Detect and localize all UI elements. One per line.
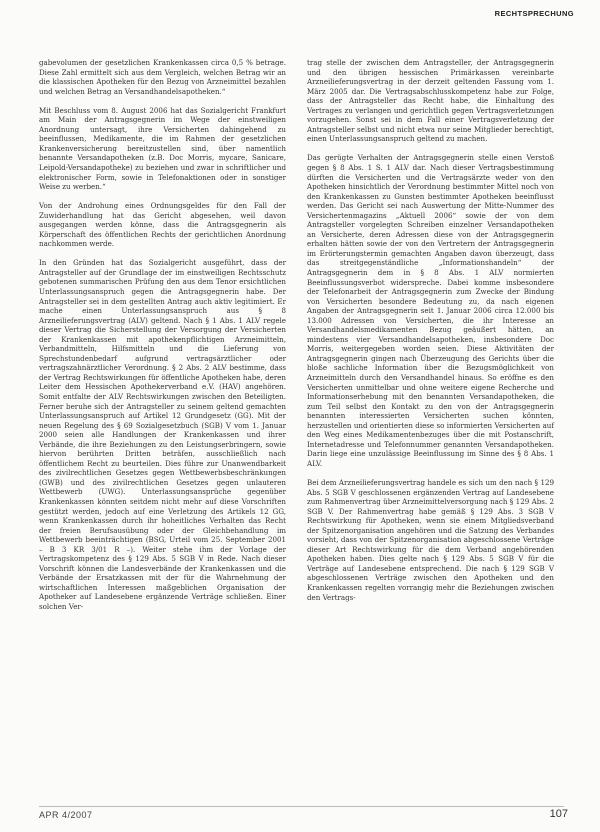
left-column (39, 58, 286, 621)
paragraph: gabevolumen der gesetzlichen Krankenkassen circa 0,5 % betrage. Diese Zahl ermittelt sich aus dem Vergleich, welchen Betrag wir an die klassischen Apotheken für den Bezug von Arzneimittel bezahlen und welchen Betrag an Versandhandelsapotheken.“ (39, 58, 286, 96)
paragraph: Bei dem Arzneilieferungsvertrag handele es sich um den nach § 129 Abs. 5 SGB V geschlossenen ergänzenden Vertrag auf Landesebene zum Rahmenvertrag über Arzneimittelversorgung nach § 129 Abs. 2 SGB V. Der Rahmenvertrag habe gemäß § 129 Abs. 3 SGB V Rechtswirkung für Apotheken, wenn sie einem Mitgliedsverband der Spitzenorganisation angehören und die Satzung des Verbandes vorsieht, dass von der Spitzenorganisation abgeschlossene Verträge dieser Art Rechtswirkung für die dem Verband angehörenden Apotheken haben. Dies gelte nach § 129 Abs. 5 SGB V für die Verträge auf Landesebene entsprechend. Die nach § 129 SGB V abgeschlossenen Verträge zwischen den Apotheken und den Krankenkassen regelten vorrangig mehr die Beziehungen zwischen den Vertrags- (307, 477, 554, 602)
paragraph: trag stelle der zwischen dem Antragsteller, der Antragsgegnerin und den übrigen hessischen Primärkassen vereinbarte Arzneilieferungsvertrag in der derzeit geltenden Fassung vom 1. März 2005 dar. Die Vertragsabschlusskompetenz habe zur Folge, dass der Antragsteller das Recht habe, die Einhaltung des Vertrages zu verlangen und gerichtlich gegen Vertragsverletzungen vorzugehen. Sonst sei in dem Fall einer Vertragsverletzung der Antragsteller selbst und nicht etwa nur seine Mitglieder berechtigt, einen Unterlassungsanspruch geltend zu machen. (307, 58, 554, 144)
paragraph: In den Gründen hat das Sozialgericht ausgeführt, dass der Antragsteller auf der Grundlage der im einstweiligen Rechtsschutz gebotenen summarischen Prüfung den aus dem Tenor ersichtlichen Unterlassungsanspruch gegen die Antragsgegnerin habe. Der Antragsteller sei in dem gestellten Antrag auch aktiv legitimiert. Er mache einen Unterlassungsanspruch aus § 8 Arzneilieferungsvertrag (ALV) geltend. Nach § 1 Abs. 1 ALV regele dieser Vertrag die Sicherstellung der Versorgung der Versicherten der Krankenkassen mit apothekenpflichtigen Arzneimitteln, Verbandmitteln, Hilfsmitteln und die Lieferung von Sprechstundenbedarf aufgrund vertragsärztlicher oder vertragszahnärztlicher Verordnung. § 2 Abs. 2 ALV bestimme, dass der Vertrag Rechtswirkungen für öffentliche Apotheken habe, deren Leiter dem Hessischen Apothekerverband e.V. (HAV) angehören. Somit entfalte der ALV Rechtswirkungen zwischen den Beteiligten. Ferner beruhe sich der Antragsteller zu seinem geltend gemachten Unterlassungsanspruch auf Artikel 12 Grundgesetz (GG). Mit der neuen Regelung des § 69 Sozialgesetzbuch (SGB) V vom 1. Januar 2000 seien alle Handlungen der Krankenkassen und ihrer Verbände, die ihre Beziehungen zu den Leistungserbringern, sowie hiervon berührten Dritten beträfen, ausschließlich nach öffentlichem Recht zu beurteilen. Dies führe zur Unanwendbarkeit des zivilrechtlichen Gesetzes gegen Wettbewerbsbeschränkungen (GWB) und des zivilrechtlichen Gesetzes gegen unlauteren Wettbewerb (UWG). Unterlassungsansprüche gegenüber Krankenkassen könnten seitdem nicht mehr auf diese Vorschriften gestützt werden, jedoch auf eine Verletzung des Artikels 12 GG, wenn Krankenkassen durch ihr hoheitliches Verhalten das Recht der freien Berufsausübung oder der Gleichbehandlung im Wettbewerb beeinträchtigen (BSG, Urteil vom 25. September 2001 – B 3 KR 3/01 R –). Weiter stehe ihm der Vorlage der Vertragskompetenz des § 129 Abs. 5 SGB V in Rede. Nach dieser Vorschrift können die Landesverbände der Krankenkassen und die Verbände der Ersatzkassen mit der für die Wahrnehmung der wirtschaftlichen Interessen maßgeblichen Organisation der Apotheker auf Landesebene ergänzende Verträge schließen. Einer solchen Ver- (39, 258, 286, 612)
footer-rule (39, 806, 564, 807)
journal-issue: APR 4/2007 (39, 810, 93, 820)
section-header: RECHTSPRECHUNG (494, 9, 574, 18)
page-number: 107 (549, 808, 568, 820)
paragraph: Von der Androhung eines Ordnungsgeldes für den Fall der Zuwiderhandlung hat das Gericht abgesehen, weil davon ausgegangen werden könne, dass die Antragsgegnerin als Körperschaft des öffentlichen Rechts der gerichtlichen Anordnung nachkommen werde. (39, 201, 286, 249)
paragraph: Mit Beschluss vom 8. August 2006 hat das Sozialgericht Frankfurt am Main der Antragsgegnerin im Wege der einstweiligen Anordnung untersagt, ihre Versicherten dahingehend zu beeinflussen, Medikamente, die im Rahmen der gesetzlichen Krankenversicherung bereitzustellen sind, über namentlich benannte Versandapotheken (z.B. Doc Morris, mycare, Sanicare, Leipold-Versandapotheke) zu beziehen und zwar in schriftlicher und elektronischer Form, sowie in Telefonaktionen oder in sonstiger Weise zu werben.“ (39, 105, 286, 192)
right-column (307, 58, 554, 612)
paragraph: Das gerügte Verhalten der Antragsgegnerin stelle einen Verstoß gegen § 8 Abs. 1 S. 1 ALV dar. Nach dieser Vertragsbestimmung dürften die Versicherten und die Vertragsärzte weder von den Apotheken hinsichtlich der Verordnung bestimmter Mittel noch von den Krankenkassen zu Gunsten bestimmter Apotheken beeinflusst werden. Das Gericht sei nach Auswertung der Mitte-Nummer des Versichertenmagazins „Aktuell 2006“ sowie der von dem Antragsteller vorgelegten Schreiben einzelner Versandapotheken an Versicherte, deren Adressen diese von der Antragsgegnerin erhalten hätten sowie der von den Vertretern der Antragsgegnerin im Erörterungstermin gemachten Angaben davon überzeugt, dass das streitgegenständliche „Informationshandeln“ der Antragsgegnerin dem in § 8 Abs. 1 ALV normierten Beeinflussungsverbot widerspreche. Dabei komme insbesondere der Telefonarbeit der Antragsgegnerin zum Zwecke der Bindung von Versicherten besondere Bedeutung zu, da nach eigenen Angaben der Antragsgegnerin seit 1. Januar 2006 circa 12.000 bis 13.000 Adressen von Versicherten, die ihr Interesse an Versandhandelsmedikamenten Bezug geäußert hätten, an mindestens vier Versandhandelsapotheken, insbesondere Doc Morris, weitergegeben worden seien. Diese Aktivitäten der Antragsgegnerin gingen nach Überzeugung des Gerichts über die bloße sachliche Information über die Bezugsmöglichkeit von Arzneimitteln durch den Versandhandel hinaus. So eröffne es den Versicherten unmittelbar und ohne weitere eigene Recherche und Informationserhebung mit den benannten Versandapotheken, die zum Teil selbst den Kontakt zu den von der Antragsgegnerin benannten interessierten Versicherten suchen könnten, herzustellen und orientierten diese so informierten Versicherten auf den Weg eines Medikamentenbezuges über die mit Postanschrift, Internetadresse und Telefonnummer genannten Versandapotheken. Darin liege eine unzulässige Beeinflussung im Sinne des § 8 Abs. 1 ALV. (307, 153, 554, 468)
